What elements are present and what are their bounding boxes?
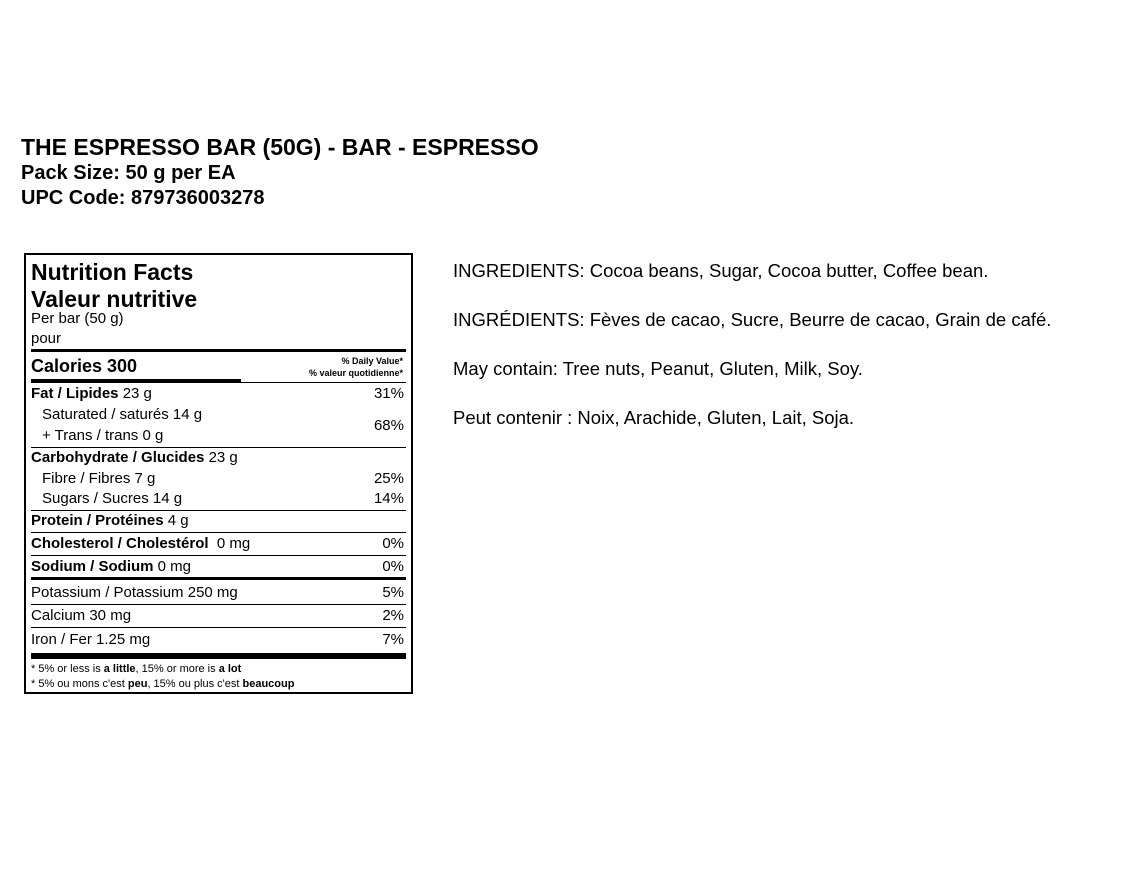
sugars-label: Sugars / Sucres 14 g: [42, 490, 183, 507]
sodium-dv: 0%: [382, 558, 404, 575]
saturated-label: Saturated / saturés 14 g: [42, 406, 203, 423]
fibre-dv: 25%: [373, 470, 404, 487]
protein-amount: 4 g: [167, 512, 189, 529]
rule-calories-thin: [31, 382, 406, 383]
sodium-label: Sodium / Sodium: [31, 558, 154, 575]
fat-amount: 23 g: [122, 385, 152, 402]
trans-label: + Trans / trans 0 g: [42, 427, 164, 444]
calcium-dv: 2%: [382, 607, 404, 624]
iron-dv: 7%: [382, 631, 404, 648]
iron-label: Iron / Fer 1.25 mg: [31, 631, 151, 648]
carb-amount: 23 g: [208, 449, 238, 466]
daily-value-fr: % valeur quotidienne*: [308, 368, 403, 378]
carb-label: Carbohydrate / Glucides: [31, 449, 205, 466]
allergens-fr: Peut contenir : Noix, Arachide, Gluten, Lait, Soja.: [453, 407, 855, 428]
ingredients-en: INGREDIENTS: Cocoa beans, Sugar, Cocoa butter, Coffee bean.: [453, 260, 989, 281]
fat-dv: 31%: [373, 385, 404, 402]
cholesterol-label: Cholesterol / Cholestérol: [31, 535, 209, 552]
daily-value-en: % Daily Value*: [341, 356, 403, 366]
rule-thick-top: [31, 349, 406, 352]
calcium-label: Calcium 30 mg: [31, 607, 132, 624]
rule-thick-mid: [31, 577, 406, 580]
sodium-amount: 0 mg: [157, 558, 192, 575]
ingredients-fr: INGRÉDIENTS: Fèves de cacao, Sucre, Beurre de cacao, Grain de café.: [453, 309, 1052, 330]
cholesterol-amount: 0 mg: [216, 535, 251, 552]
pack-size: Pack Size: 50 g per EA: [21, 162, 236, 184]
calories: Calories 300: [31, 356, 138, 376]
upc-code: UPC Code: 879736003278: [21, 187, 265, 209]
rule-potassium: [31, 604, 406, 605]
rule-cholesterol: [31, 555, 406, 556]
sat-trans-dv: 68%: [373, 417, 404, 434]
potassium-label: Potassium / Potassium 250 mg: [31, 584, 238, 601]
rule-calcium: [31, 627, 406, 628]
daily-value-header: [309, 355, 403, 379]
serving-size: Per bar (50 g): [31, 310, 124, 327]
footnote-fr: * 5% ou mons c'est peu, 15% ou plus c'est beaucoup: [31, 678, 295, 690]
cholesterol-dv: 0%: [382, 535, 404, 552]
ingredients-section: [453, 258, 1096, 454]
nutrition-title-en: Nutrition Facts: [31, 259, 194, 285]
sugars-dv: 14%: [373, 490, 404, 507]
fibre-label: Fibre / Fibres 7 g: [42, 470, 156, 487]
nutrition-facts-table: [24, 253, 413, 694]
fat-label: Fat / Lipides: [31, 385, 119, 402]
product-header: [21, 134, 539, 211]
product-title: THE ESPRESSO BAR (50G) - BAR - ESPRESSO: [21, 134, 539, 160]
serving-size-fr: pour: [31, 330, 62, 347]
rule-thick-bottom: [31, 653, 406, 659]
potassium-dv: 5%: [382, 584, 404, 601]
allergens-en: May contain: Tree nuts, Peanut, Gluten, Milk, Soy.: [453, 358, 863, 379]
protein-label: Protein / Protéines: [31, 512, 164, 529]
rule-protein: [31, 532, 406, 533]
footnote-en: * 5% or less is a little, 15% or more is a lot: [31, 663, 242, 675]
nutrition-title-fr: Valeur nutritive: [31, 286, 198, 312]
